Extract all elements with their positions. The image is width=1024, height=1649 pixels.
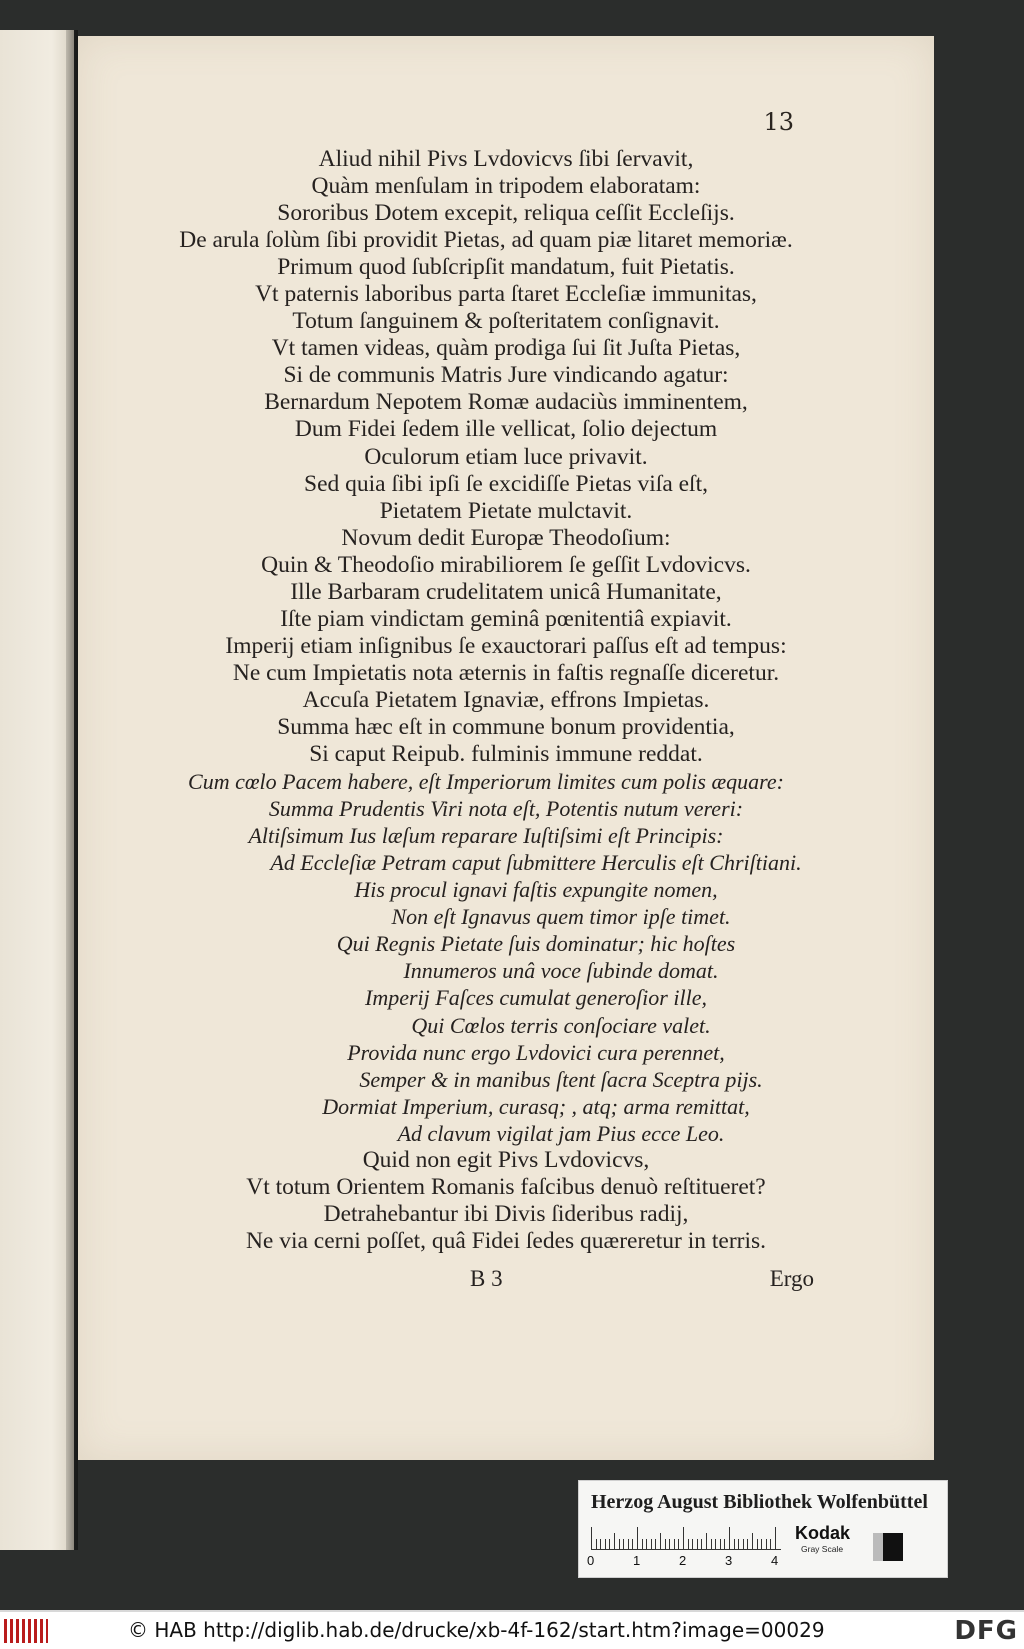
ruler-tick (637, 1527, 638, 1549)
ruler-tick (632, 1539, 633, 1549)
text-line: Summa Prudentis Viri nota eſt, Potentis nutum vereri: (268, 796, 744, 822)
ruler-tick (729, 1527, 730, 1549)
ruler-tick (738, 1539, 739, 1549)
library-name: Herzog August Bibliothek Wolfenbüttel (591, 1491, 928, 1513)
ruler-tick (761, 1539, 762, 1549)
text-line: Ille Barbaram crudelitatem unicâ Humanitate, (290, 578, 722, 605)
ruler-tick (674, 1539, 675, 1549)
ruler-tick (619, 1539, 620, 1549)
ruler-tick (697, 1539, 698, 1549)
scale-number: 4 (771, 1553, 779, 1568)
text-line: Non eſt Ignavus quem timor ipſe timet. (391, 904, 731, 930)
ruler-tick (614, 1533, 615, 1549)
scale-number: 2 (679, 1553, 687, 1568)
ruler-tick (665, 1539, 666, 1549)
text-line: Primum quod ſubſcripſit mandatum, fuit Pietatis. (277, 254, 735, 281)
page-footer (78, 1266, 934, 1296)
ruler-tick (757, 1539, 758, 1549)
text-line: Sororibus Dotem excepit, reliqua ceſſit Eccleſijs. (277, 200, 735, 227)
text-line: Ne via cerni poſſet, quâ Fidei ſedes quæreretur in terris. (245, 1227, 767, 1254)
scale-number: 3 (725, 1553, 733, 1568)
text-line: Dormiat Imperium, curasq; , atq; arma remittat, (322, 1093, 750, 1119)
gray-swatch (873, 1533, 883, 1561)
ruler-tick (734, 1539, 735, 1549)
black-swatch (883, 1533, 903, 1561)
text-line: Sed quia ſibi ipſi ſe excidiſſe Pietas viſa eſt, (304, 470, 708, 497)
gray-scale-label: Gray Scale (801, 1544, 844, 1554)
signature-mark: B 3 (470, 1266, 503, 1291)
ruler-tick (766, 1539, 767, 1549)
ruler-tick (609, 1539, 610, 1549)
ruler-tick (642, 1539, 643, 1549)
scale-numbers (587, 1553, 787, 1571)
text-line: Aliud nihil Pivs Lvdovicvs ſibi ſervavit, (318, 146, 694, 172)
text-line: Semper & in manibus ſtent ſacra Sceptra pijs. (359, 1066, 763, 1092)
text-line: Summa hæc eſt in commune bonum providentia, (277, 713, 735, 740)
ruler-tick (720, 1539, 721, 1549)
text-line: Provida nunc ergo Lvdovici cura perennet, (347, 1039, 725, 1065)
text-line: His procul ignavi faſtis expungite nomen, (354, 877, 718, 903)
hab-logo-icon[interactable] (4, 1619, 48, 1643)
ruler-tick (655, 1539, 656, 1549)
text-line: Bernardum Nepotem Romæ audaciùs imminentem, (264, 389, 748, 416)
ruler-tick (623, 1539, 624, 1549)
kodak-brand: Kodak (795, 1523, 851, 1543)
text-line: De arula ſolùm ſibi providit Pietas, ad quam piæ litaret memoriæ. (179, 227, 793, 254)
text-line: Vt tamen videas, quàm prodiga ſui ſit Juſta Pietas, (271, 335, 741, 362)
ruler-tick (628, 1539, 629, 1549)
ruler-tick (701, 1539, 702, 1549)
ruler-tick (724, 1539, 725, 1549)
text-line: Si de communis Matris Jure vindicando agatur: (283, 362, 729, 389)
page-text-block (78, 146, 934, 1255)
text-line: Quin & Theodoſio mirabiliorem ſe geſſit Lvdovicvs. (261, 551, 751, 578)
ruler-tick (747, 1539, 748, 1549)
scale-number: 1 (633, 1553, 641, 1568)
ruler-tick (706, 1533, 707, 1549)
color-calibration-bar (578, 1480, 948, 1578)
page-number: 13 (763, 108, 794, 136)
page-gutter-shadow (66, 30, 78, 1550)
text-line: Detrahebantur ibi Divis ſideribus radij, (323, 1200, 689, 1227)
ruler-tick (683, 1527, 684, 1549)
ruler-tick (743, 1539, 744, 1549)
text-line: Altiſsimum Ius læſum reparare Iuſtiſsimi eſt Principis: (248, 823, 724, 849)
text-line: Ne cum Impietatis nota æternis in faſtis regnaſſe diceretur. (232, 659, 780, 686)
ruler-tick (678, 1539, 679, 1549)
text-line: Vt paternis laboribus parta ſtaret Eccleſiæ immunitas, (255, 281, 757, 308)
catchword: Ergo (769, 1266, 814, 1291)
text-line: Novum dedit Europæ Theodoſium: (341, 524, 671, 551)
text-line: Vt totum Orientem Romanis faſcibus denuò reſtitueret? (246, 1173, 766, 1200)
text-line: Dum Fidei ſedem ille vellicat, ſolio dejectum (294, 416, 718, 443)
ruler-tick (715, 1539, 716, 1549)
ruler-tick (711, 1539, 712, 1549)
text-line: Qui Cœlos terris conſociare valet. (411, 1012, 711, 1038)
text-line: Totum ſanguinem & poſteritatem conſignavit. (292, 308, 720, 335)
copyright-url[interactable]: © HAB http://diglib.hab.de/drucke/xb-4f-162/start.htm?image=00029 (128, 1618, 825, 1642)
text-line: Qui Regnis Pietate ſuis dominatur; hic hoſtes (336, 931, 736, 957)
text-line: Oculorum etiam luce privavit. (364, 443, 648, 470)
text-line: Ad Eccleſiæ Petram caput ſubmittere Herculis eſt Chriſtiani. (270, 850, 802, 876)
text-line: Innumeros unâ voce ſubinde domat. (403, 958, 719, 984)
text-line: Imperij etiam inſignibus ſe exauctorari paſſus eſt ad tempus: (225, 632, 787, 659)
ruler-tick (591, 1527, 592, 1549)
text-line: Quàm menſulam in tripodem elaboratam: (311, 173, 701, 200)
ruler-tick (692, 1539, 693, 1549)
text-line: Pietatem Pietate mulctavit. (379, 497, 633, 524)
ruler-tick (752, 1533, 753, 1549)
text-line: Iſte piam vindictam geminâ pœnitentiâ expiavit. (280, 605, 732, 632)
ruler-tick (646, 1539, 647, 1549)
ruler-tick (688, 1539, 689, 1549)
text-line: Accuſa Pietatem Ignaviæ, effrons Impietas. (302, 686, 710, 713)
dfg-logo[interactable]: DFG (954, 1616, 1018, 1646)
ruler-tick (596, 1539, 597, 1549)
text-line: Si caput Reipub. fulminis immune reddat. (309, 741, 703, 768)
scale-ruler (591, 1525, 781, 1550)
viewer-footer-bar (0, 1610, 1024, 1649)
ruler-tick (605, 1539, 606, 1549)
text-line: Quid non egit Pivs Lvdovicvs, (362, 1146, 650, 1173)
text-line: Cum cœlo Pacem habere, eſt Imperiorum limites cum polis æquare: (188, 769, 784, 795)
scale-number: 0 (587, 1553, 595, 1568)
ruler-tick (651, 1539, 652, 1549)
ruler-tick (600, 1539, 601, 1549)
ruler-tick (669, 1539, 670, 1549)
facing-page-edge (0, 30, 74, 1550)
text-line: Ad clavum vigilat jam Pius ecce Leo. (397, 1120, 725, 1146)
text-line: Imperij Faſces cumulat generoſior ille, (365, 985, 707, 1011)
book-page (78, 36, 934, 1460)
ruler-tick (775, 1527, 776, 1549)
ruler-tick (770, 1539, 771, 1549)
ruler-tick (660, 1533, 661, 1549)
